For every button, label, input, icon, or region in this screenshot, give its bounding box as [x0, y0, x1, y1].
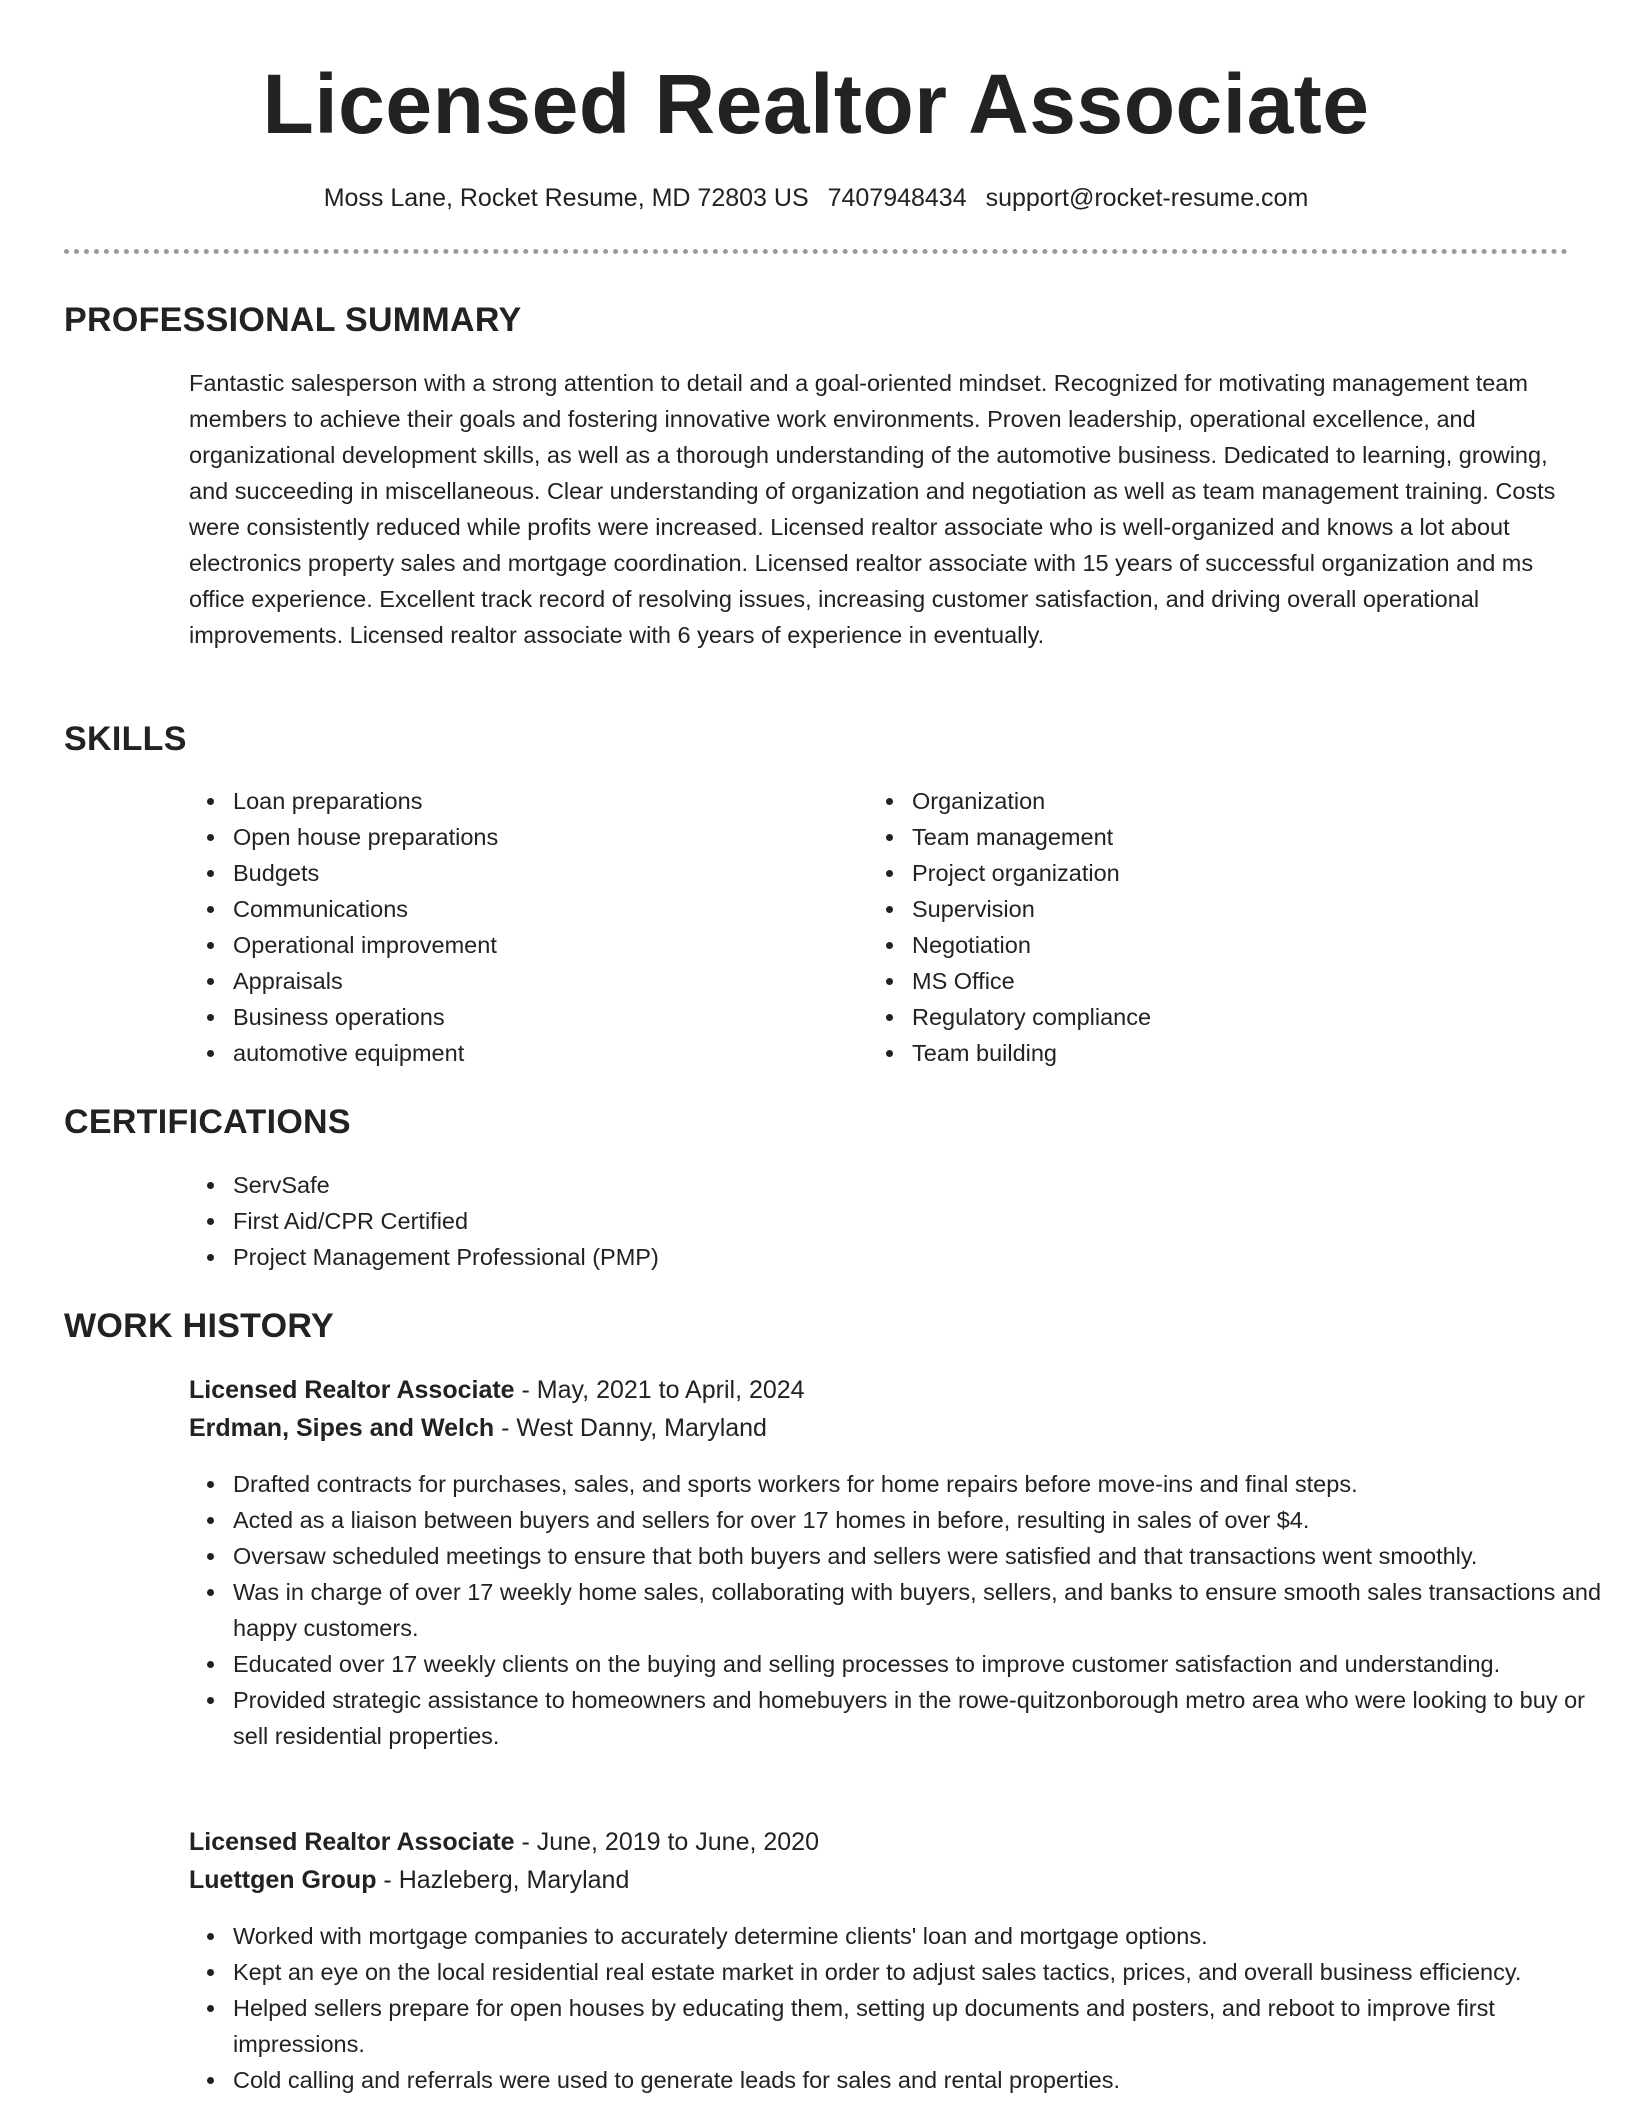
certification-item: ServSafe — [233, 1167, 1613, 1203]
skill-item: Appraisals — [233, 963, 853, 999]
skill-item: Business operations — [233, 999, 853, 1035]
certifications-list — [189, 1167, 1613, 1275]
skills-list-right — [868, 783, 1532, 1071]
job-location: - Hazleberg, Maryland — [376, 1866, 630, 1894]
skill-item: MS Office — [912, 963, 1532, 999]
job-bullet: Oversaw scheduled meetings to ensure that both buyers and sellers were satisfied and that transactions went smoothly. — [233, 1538, 1613, 1574]
summary-text: Fantastic salesperson with a strong attention to detail and a goal-oriented mindset. Recognized for motivating management team members to achieve their goals and fostering innovative work environments. Proven leadership, operational excellence, and organizational development skills, as well as a thorough understanding of the automotive business. Dedicated to learning, growing, and succeeding in miscellaneous. Clear understanding of organization and negotiation as well as team management training. Costs were consistently reduced while profits were increased. Licensed realtor associate who is well-organized and knows a lot about electronics property sales and mortgage coordination. Licensed realtor associate with 15 years of successful organization and ms office experience. Excellent track record of resolving issues, increasing customer satisfaction, and driving overall operational improvements. Licensed realtor associate with 6 years of experience in eventually. — [189, 370, 1556, 648]
skill-item: Organization — [912, 783, 1532, 819]
certification-item: First Aid/CPR Certified — [233, 1203, 1613, 1239]
skill-item: Operational improvement — [233, 927, 853, 963]
contact-phone: 7407948434 — [827, 184, 967, 212]
job-location: - West Danny, Maryland — [494, 1414, 767, 1442]
job-bullet: Provided strategic assistance to homeowners and homebuyers in the rowe-quitzonborough metro area who were looking to buy or sell residential properties. — [233, 1682, 1613, 1754]
job-title-line — [189, 1371, 1569, 1409]
job-title: Licensed Realtor Associate — [189, 1828, 515, 1856]
job-bullet: Acted as a liaison between buyers and sellers for over 17 homes in before, resulting in sales of over $4. — [233, 1502, 1613, 1538]
skill-item: Communications — [233, 891, 853, 927]
skill-item: Budgets — [233, 855, 853, 891]
job-bullet: Was in charge of over 17 weekly home sales, collaborating with buyers, sellers, and banks to ensure smooth sales transactions and happy customers. — [233, 1574, 1613, 1646]
summary-heading: PROFESSIONAL SUMMARY — [64, 301, 522, 339]
skill-item: Loan preparations — [233, 783, 853, 819]
job-title: Licensed Realtor Associate — [189, 1376, 515, 1404]
job-bullet: Helped sellers prepare for open houses by educating them, setting up documents and posters, and reboot to improve first impressions. — [233, 1990, 1613, 2062]
job-company: Erdman, Sipes and Welch — [189, 1414, 495, 1442]
contact-email: support@rocket-resume.com — [985, 184, 1309, 212]
contact-info — [0, 180, 1632, 216]
resume-name: Licensed Realtor Associate — [262, 57, 1370, 151]
job-bullet: Cold calling and referrals were used to generate leads for sales and rental properties. — [233, 2062, 1613, 2098]
job-bullet: Drafted contracts for purchases, sales, and sports workers for home repairs before move-ins and final steps. — [233, 1466, 1613, 1502]
skills-list-left — [189, 783, 853, 1071]
skills-heading: SKILLS — [64, 720, 187, 758]
job-company: Luettgen Group — [189, 1866, 377, 1894]
job-title-line — [189, 1823, 1569, 1861]
job-bullet: Educated over 17 weekly clients on the buying and selling processes to improve customer satisfaction and understanding. — [233, 1646, 1613, 1682]
job-bullet: Kept an eye on the local residential real estate market in order to adjust sales tactics, prices, and overall business efficiency. — [233, 1954, 1613, 1990]
job-dates: - June, 2019 to June, 2020 — [514, 1828, 819, 1856]
job-dates: - May, 2021 to April, 2024 — [514, 1376, 805, 1404]
certification-item: Project Management Professional (PMP) — [233, 1239, 1613, 1275]
header-divider — [64, 249, 1568, 254]
job-bullets — [189, 1466, 1613, 1754]
work-history-heading: WORK HISTORY — [64, 1307, 334, 1345]
skill-item: automotive equipment — [233, 1035, 853, 1071]
skill-item: Team management — [912, 819, 1532, 855]
job-company-line — [189, 1409, 1569, 1447]
skill-item: Supervision — [912, 891, 1532, 927]
skill-item: Open house preparations — [233, 819, 853, 855]
skill-item: Project organization — [912, 855, 1532, 891]
contact-address: Moss Lane, Rocket Resume, MD 72803 US — [323, 184, 809, 212]
job-company-line — [189, 1861, 1569, 1899]
skill-item: Negotiation — [912, 927, 1532, 963]
job-bullets — [189, 1918, 1613, 2098]
job-bullet: Worked with mortgage companies to accurately determine clients' loan and mortgage options. — [233, 1918, 1613, 1954]
skill-item: Team building — [912, 1035, 1532, 1071]
skill-item: Regulatory compliance — [912, 999, 1532, 1035]
certifications-heading: CERTIFICATIONS — [64, 1103, 351, 1141]
